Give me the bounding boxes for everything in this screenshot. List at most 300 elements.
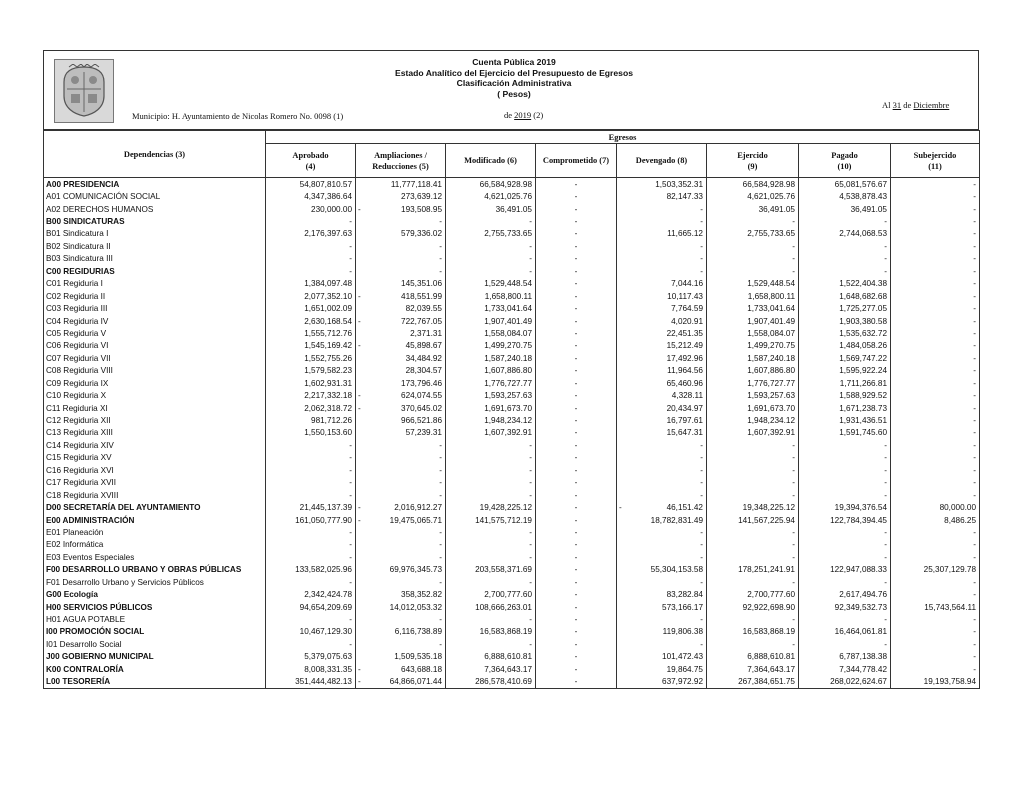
cell-dependencia: C15 Regiduria XV <box>44 452 266 464</box>
cell-modificado: - <box>446 452 536 464</box>
cell-devengado: 1,503,352.31 <box>617 178 707 191</box>
cell-pagado: 1,591,745.60 <box>799 427 891 439</box>
cell-aprobado: - <box>266 452 356 464</box>
table-row <box>44 315 980 327</box>
cell-ampliaciones: 82,039.55 <box>356 302 446 314</box>
cell-dependencia: F01 Desarrollo Urbano y Servicios Públicos <box>44 576 266 588</box>
cell-subejercido: - <box>891 539 980 551</box>
table-row <box>44 215 980 227</box>
cell-subejercido: - <box>891 215 980 227</box>
cell-ejercido: 141,567,225.94 <box>707 514 799 526</box>
cell-modificado: 1,948,234.12 <box>446 414 536 426</box>
cell-ampliaciones: - 418,551.99 <box>356 290 446 302</box>
table-row <box>44 402 980 414</box>
cell-subejercido: - <box>891 477 980 489</box>
table-row <box>44 489 980 501</box>
cell-comprometido: - <box>536 327 617 339</box>
cell-devengado: 119,806.38 <box>617 626 707 638</box>
municipal-seal-logo <box>54 59 114 123</box>
cell-ejercido: 1,691,673.70 <box>707 402 799 414</box>
report-year <box>504 110 543 120</box>
cell-aprobado: - <box>266 240 356 252</box>
table-row <box>44 551 980 563</box>
cell-devengado: - <box>617 203 707 215</box>
cell-ejercido: - <box>707 638 799 650</box>
cell-ampliaciones: - 370,645.02 <box>356 402 446 414</box>
cell-aprobado: - <box>266 613 356 625</box>
cell-dependencia: E02 Informática <box>44 539 266 551</box>
cell-ejercido: 1,658,800.11 <box>707 290 799 302</box>
cell-aprobado: 1,651,002.09 <box>266 302 356 314</box>
cell-aprobado: - <box>266 489 356 501</box>
cell-devengado: 11,964.56 <box>617 365 707 377</box>
cell-comprometido: - <box>536 377 617 389</box>
cell-aprobado: 2,176,397.63 <box>266 228 356 240</box>
report-header <box>43 50 979 130</box>
cell-modificado: - <box>446 464 536 476</box>
cell-comprometido: - <box>536 402 617 414</box>
cell-ampliaciones: - 19,475,065.71 <box>356 514 446 526</box>
cell-ejercido: 1,733,041.64 <box>707 302 799 314</box>
cell-aprobado: 2,342,424.78 <box>266 588 356 600</box>
table-row <box>44 253 980 265</box>
cell-comprometido: - <box>536 477 617 489</box>
table-row <box>44 302 980 314</box>
cell-subejercido: - <box>891 588 980 600</box>
cell-devengado: - <box>617 452 707 464</box>
cell-ampliaciones: - 2,016,912.27 <box>356 501 446 513</box>
cell-modificado: 2,755,733.65 <box>446 228 536 240</box>
cell-ampliaciones: - <box>356 489 446 501</box>
table-row <box>44 365 980 377</box>
cell-subejercido: - <box>891 576 980 588</box>
cell-aprobado: - <box>266 551 356 563</box>
cell-devengado: - <box>617 439 707 451</box>
cell-aprobado: - <box>266 638 356 650</box>
cell-comprometido: - <box>536 228 617 240</box>
cell-dependencia: C16 Regiduria XVI <box>44 464 266 476</box>
cell-pagado: - <box>799 489 891 501</box>
cell-aprobado: - <box>266 477 356 489</box>
table-row <box>44 613 980 625</box>
cell-subejercido: - <box>891 278 980 290</box>
cell-pagado: 16,464,061.81 <box>799 626 891 638</box>
cell-ejercido: 1,948,234.12 <box>707 414 799 426</box>
cell-subejercido: - <box>891 190 980 202</box>
cell-pagado: 268,022,624.67 <box>799 676 891 689</box>
cell-modificado: 1,529,448.54 <box>446 278 536 290</box>
cell-comprometido: - <box>536 414 617 426</box>
cell-modificado: 1,658,800.11 <box>446 290 536 302</box>
cell-comprometido: - <box>536 676 617 689</box>
col-ejercido-number: (9) <box>747 161 758 171</box>
cell-comprometido: - <box>536 489 617 501</box>
cell-modificado: - <box>446 240 536 252</box>
cell-modificado: 4,621,025.76 <box>446 190 536 202</box>
table-row <box>44 240 980 252</box>
cell-modificado: - <box>446 253 536 265</box>
cell-dependencia: B02 Sindicatura II <box>44 240 266 252</box>
cell-ejercido: - <box>707 439 799 451</box>
cell-ejercido: 4,621,025.76 <box>707 190 799 202</box>
cell-ejercido: 1,907,401.49 <box>707 315 799 327</box>
cell-aprobado: 2,630,168.54 <box>266 315 356 327</box>
cell-aprobado: - <box>266 439 356 451</box>
cell-comprometido: - <box>536 452 617 464</box>
table-row <box>44 464 980 476</box>
cell-devengado: 637,972.92 <box>617 676 707 689</box>
table-row <box>44 477 980 489</box>
col-ejercido <box>707 144 799 178</box>
cell-devengado: 17,492.96 <box>617 352 707 364</box>
table-row <box>44 514 980 526</box>
cell-aprobado: 4,347,386.64 <box>266 190 356 202</box>
cell-dependencia: G00 Ecología <box>44 588 266 600</box>
table-row <box>44 676 980 689</box>
cell-pagado: 1,648,682.68 <box>799 290 891 302</box>
cell-ampliaciones: - <box>356 240 446 252</box>
cell-modificado: 66,584,928.98 <box>446 178 536 191</box>
cell-comprometido: - <box>536 302 617 314</box>
cell-ejercido: 267,384,651.75 <box>707 676 799 689</box>
cell-aprobado: - <box>266 265 356 277</box>
cell-subejercido: - <box>891 315 980 327</box>
cell-ejercido: 1,607,886.80 <box>707 365 799 377</box>
cell-ampliaciones: 28,304.57 <box>356 365 446 377</box>
cell-dependencia: C11 Regiduria XI <box>44 402 266 414</box>
cell-ampliaciones: 11,777,118.41 <box>356 178 446 191</box>
cell-pagado: 2,617,494.76 <box>799 588 891 600</box>
cell-ampliaciones: - 193,508.95 <box>356 203 446 215</box>
year-suffix: (2) <box>533 110 544 120</box>
cell-comprometido: - <box>536 501 617 513</box>
table-row <box>44 352 980 364</box>
cell-devengado: - <box>617 265 707 277</box>
cell-devengado: - <box>617 539 707 551</box>
cell-devengado: 55,304,153.58 <box>617 564 707 576</box>
cell-aprobado: 2,217,332.18 <box>266 389 356 401</box>
cell-comprometido: - <box>536 240 617 252</box>
report-subtitle: Estado Analítico del Ejercicio del Presupuesto de Egresos <box>395 67 633 78</box>
cell-devengado: - <box>617 526 707 538</box>
cell-modificado: 286,578,410.69 <box>446 676 536 689</box>
cell-dependencia: C13 Regiduria XIII <box>44 427 266 439</box>
col-aprobado <box>266 144 356 178</box>
cell-dependencia: A01 COMUNICACIÓN SOCIAL <box>44 190 266 202</box>
cell-devengado: - <box>617 253 707 265</box>
cell-comprometido: - <box>536 464 617 476</box>
cell-aprobado: 2,062,318.72 <box>266 402 356 414</box>
report-title: Cuenta Pública 2019 <box>472 57 556 67</box>
cell-devengado: 15,647.31 <box>617 427 707 439</box>
table-row <box>44 539 980 551</box>
cell-aprobado: - <box>266 539 356 551</box>
cell-ampliaciones: 34,484.92 <box>356 352 446 364</box>
cell-aprobado: - <box>266 526 356 538</box>
cell-modificado: 1,607,392.91 <box>446 427 536 439</box>
table-row <box>44 588 980 600</box>
cell-aprobado: 5,379,075.63 <box>266 651 356 663</box>
table-row <box>44 601 980 613</box>
cell-ejercido: 2,700,777.60 <box>707 588 799 600</box>
cell-dependencia: B03 Sindicatura III <box>44 253 266 265</box>
cell-aprobado: 351,444,482.13 <box>266 676 356 689</box>
cell-subejercido: - <box>891 427 980 439</box>
cell-dependencia: L00 TESORERÍA <box>44 676 266 689</box>
cell-ampliaciones: - <box>356 576 446 588</box>
cell-dependencia: D00 SECRETARÍA DEL AYUNTAMIENTO <box>44 501 266 513</box>
cell-ejercido: - <box>707 265 799 277</box>
cell-modificado: 141,575,712.19 <box>446 514 536 526</box>
cell-subejercido: - <box>891 240 980 252</box>
cell-pagado: 1,671,238.73 <box>799 402 891 414</box>
table-row <box>44 265 980 277</box>
cell-subejercido: - <box>891 302 980 314</box>
cell-ejercido: 1,499,270.75 <box>707 340 799 352</box>
cell-comprometido: - <box>536 651 617 663</box>
col-pagado-label: Pagado <box>831 150 858 160</box>
cell-modificado: - <box>446 215 536 227</box>
cell-ejercido: - <box>707 477 799 489</box>
cell-ejercido: 178,251,241.91 <box>707 564 799 576</box>
cell-ampliaciones: - <box>356 539 446 551</box>
table-row <box>44 203 980 215</box>
cell-devengado: 7,044.16 <box>617 278 707 290</box>
cell-dependencia: C04 Regiduria IV <box>44 315 266 327</box>
cell-aprobado: 94,654,209.69 <box>266 601 356 613</box>
cell-dependencia: C18 Regiduria XVIII <box>44 489 266 501</box>
cell-ejercido: - <box>707 215 799 227</box>
cell-ampliaciones: - 624,074.55 <box>356 389 446 401</box>
cell-devengado: 573,166.17 <box>617 601 707 613</box>
cell-ejercido: 7,364,643.17 <box>707 663 799 675</box>
cell-pagado: - <box>799 265 891 277</box>
cell-subejercido: - <box>891 439 980 451</box>
cell-comprometido: - <box>536 278 617 290</box>
cell-dependencia: C03 Regiduria III <box>44 302 266 314</box>
cell-devengado: 11,665.12 <box>617 228 707 240</box>
cell-devengado: - <box>617 551 707 563</box>
cell-pagado: - <box>799 240 891 252</box>
cell-devengado: 7,764.59 <box>617 302 707 314</box>
table-row <box>44 651 980 663</box>
col-ampliaciones-label2: Reducciones (5) <box>372 161 429 171</box>
cell-dependencia: C09 Regiduria IX <box>44 377 266 389</box>
col-ampliaciones-label: Ampliaciones / <box>374 150 427 160</box>
report-titles <box>324 57 704 99</box>
cell-aprobado: 981,712.26 <box>266 414 356 426</box>
cell-ampliaciones: 145,351.06 <box>356 278 446 290</box>
cell-ejercido: - <box>707 551 799 563</box>
cell-dependencia: I01 Desarrollo Social <box>44 638 266 650</box>
cell-comprometido: - <box>536 514 617 526</box>
cell-aprobado: 1,552,755.26 <box>266 352 356 364</box>
report-currency: ( Pesos) <box>497 88 531 99</box>
table-body <box>44 178 980 689</box>
cell-ampliaciones: 173,796.46 <box>356 377 446 389</box>
cell-ejercido: 1,776,727.77 <box>707 377 799 389</box>
cell-pagado: - <box>799 526 891 538</box>
cell-modificado: 1,499,270.75 <box>446 340 536 352</box>
cell-comprometido: - <box>536 190 617 202</box>
cell-ampliaciones: 2,371.31 <box>356 327 446 339</box>
cell-comprometido: - <box>536 389 617 401</box>
cell-ejercido: - <box>707 240 799 252</box>
cell-aprobado: 2,077,352.10 <box>266 290 356 302</box>
cell-pagado: 92,349,532.73 <box>799 601 891 613</box>
cell-ejercido: - <box>707 489 799 501</box>
cell-comprometido: - <box>536 215 617 227</box>
cell-subejercido: - <box>891 663 980 675</box>
col-subejercido-number: (11) <box>928 161 942 171</box>
cell-ampliaciones: 1,509,535.18 <box>356 651 446 663</box>
cell-comprometido: - <box>536 203 617 215</box>
cell-pagado: - <box>799 638 891 650</box>
cell-devengado: - <box>617 215 707 227</box>
cell-ampliaciones: - 64,866,071.44 <box>356 676 446 689</box>
municipality-label: Municipio: H. Ayuntamiento de Nicolas Romero No. 0098 (1) <box>132 111 344 121</box>
cell-modificado: 1,733,041.64 <box>446 302 536 314</box>
cell-devengado: - <box>617 638 707 650</box>
cell-ejercido: 16,583,868.19 <box>707 626 799 638</box>
cell-dependencia: E01 Planeación <box>44 526 266 538</box>
cell-dependencia: A02 DERECHOS HUMANOS <box>44 203 266 215</box>
col-subejercido <box>891 144 980 178</box>
cell-aprobado: 1,545,169.42 <box>266 340 356 352</box>
cell-subejercido: 25,307,129.78 <box>891 564 980 576</box>
col-modificado: Modificado (6) <box>446 144 536 178</box>
table-row <box>44 414 980 426</box>
cell-ejercido: 92,922,698.90 <box>707 601 799 613</box>
cell-pagado: 122,784,394.45 <box>799 514 891 526</box>
cell-modificado: 19,428,225.12 <box>446 501 536 513</box>
cell-subejercido: - <box>891 290 980 302</box>
cell-pagado: 1,522,404.38 <box>799 278 891 290</box>
cell-modificado: 36,491.05 <box>446 203 536 215</box>
cell-ampliaciones: 358,352.82 <box>356 588 446 600</box>
cell-ejercido: 36,491.05 <box>707 203 799 215</box>
cell-comprometido: - <box>536 638 617 650</box>
cell-ampliaciones: - <box>356 452 446 464</box>
cell-modificado: 1,691,673.70 <box>446 402 536 414</box>
cell-modificado: 16,583,868.19 <box>446 626 536 638</box>
cell-dependencia: A00 PRESIDENCIA <box>44 178 266 191</box>
cell-dependencia: J00 GOBIERNO MUNICIPAL <box>44 651 266 663</box>
cell-pagado: 1,484,058.26 <box>799 340 891 352</box>
cell-dependencia: E00 ADMINISTRACIÓN <box>44 514 266 526</box>
cell-aprobado: 10,467,129.30 <box>266 626 356 638</box>
cell-ampliaciones: - <box>356 253 446 265</box>
cell-aprobado: - <box>266 215 356 227</box>
cell-comprometido: - <box>536 315 617 327</box>
col-pagado <box>799 144 891 178</box>
cell-ampliaciones: - 643,688.18 <box>356 663 446 675</box>
cell-devengado: 18,782,831.49 <box>617 514 707 526</box>
cell-modificado: 1,558,084.07 <box>446 327 536 339</box>
cell-pagado: 1,725,277.05 <box>799 302 891 314</box>
cell-ampliaciones: - 722,767.05 <box>356 315 446 327</box>
cell-ampliaciones: - <box>356 638 446 650</box>
cell-pagado: - <box>799 477 891 489</box>
cell-modificado: - <box>446 489 536 501</box>
cell-ejercido: 1,558,084.07 <box>707 327 799 339</box>
col-aprobado-label: Aprobado <box>292 150 329 160</box>
cell-devengado: 10,117.43 <box>617 290 707 302</box>
cell-devengado: 65,460.96 <box>617 377 707 389</box>
cell-ampliaciones: - <box>356 439 446 451</box>
cell-aprobado: 1,555,712.76 <box>266 327 356 339</box>
cell-ejercido: 6,888,610.81 <box>707 651 799 663</box>
cell-ampliaciones: 14,012,053.32 <box>356 601 446 613</box>
cell-dependencia: C17 Regiduria XVII <box>44 477 266 489</box>
cell-ampliaciones: - <box>356 551 446 563</box>
cell-ejercido: 19,348,225.12 <box>707 501 799 513</box>
cell-comprometido: - <box>536 290 617 302</box>
cell-subejercido: 15,743,564.11 <box>891 601 980 613</box>
col-ejercido-label: Ejercido <box>737 150 768 160</box>
cell-pagado: 2,744,068.53 <box>799 228 891 240</box>
cell-devengado: 16,797.61 <box>617 414 707 426</box>
cell-devengado: 101,472.43 <box>617 651 707 663</box>
cell-comprometido: - <box>536 551 617 563</box>
cell-dependencia: C07 Regiduria VII <box>44 352 266 364</box>
cell-subejercido: - <box>891 464 980 476</box>
col-dependencias: Dependencias (3) <box>44 131 266 178</box>
table-row <box>44 501 980 513</box>
cell-pagado: - <box>799 439 891 451</box>
cell-modificado: 6,888,610.81 <box>446 651 536 663</box>
cell-dependencia: C08 Regiduria VIII <box>44 365 266 377</box>
cell-aprobado: 133,582,025.96 <box>266 564 356 576</box>
cell-modificado: 108,666,263.01 <box>446 601 536 613</box>
date-day: 31 <box>892 100 902 110</box>
cell-devengado: - <box>617 613 707 625</box>
date-prefix: Al <box>882 100 891 110</box>
cell-dependencia: C05 Regiduria V <box>44 327 266 339</box>
cell-aprobado: - <box>266 576 356 588</box>
cell-modificado: - <box>446 439 536 451</box>
cell-pagado: 4,538,878.43 <box>799 190 891 202</box>
cell-modificado: 1,593,257.63 <box>446 389 536 401</box>
cell-dependencia: C02 Regiduria II <box>44 290 266 302</box>
col-subejercido-label: Subejercido <box>913 150 957 160</box>
year-prefix: de <box>504 110 513 120</box>
cell-ampliaciones: - <box>356 477 446 489</box>
cell-devengado: - <box>617 576 707 588</box>
cell-aprobado: 21,445,137.39 <box>266 501 356 513</box>
cell-modificado: 2,700,777.60 <box>446 588 536 600</box>
cell-ejercido: 2,755,733.65 <box>707 228 799 240</box>
cell-subejercido: - <box>891 178 980 191</box>
cell-subejercido: - <box>891 203 980 215</box>
cell-aprobado: 1,550,153.60 <box>266 427 356 439</box>
cell-comprometido: - <box>536 663 617 675</box>
table-row <box>44 327 980 339</box>
cell-subejercido: - <box>891 253 980 265</box>
cell-aprobado: 8,008,331.35 <box>266 663 356 675</box>
cell-subejercido: - <box>891 613 980 625</box>
cell-comprometido: - <box>536 576 617 588</box>
cell-dependencia: B01 Sindicatura I <box>44 228 266 240</box>
cell-devengado: - <box>617 477 707 489</box>
cell-ampliaciones: 579,336.02 <box>356 228 446 240</box>
cell-subejercido: - <box>891 414 980 426</box>
year-value: 2019 <box>514 110 532 120</box>
cell-subejercido: - <box>891 377 980 389</box>
cell-pagado: - <box>799 613 891 625</box>
cell-subejercido: - <box>891 526 980 538</box>
cell-subejercido: - <box>891 626 980 638</box>
